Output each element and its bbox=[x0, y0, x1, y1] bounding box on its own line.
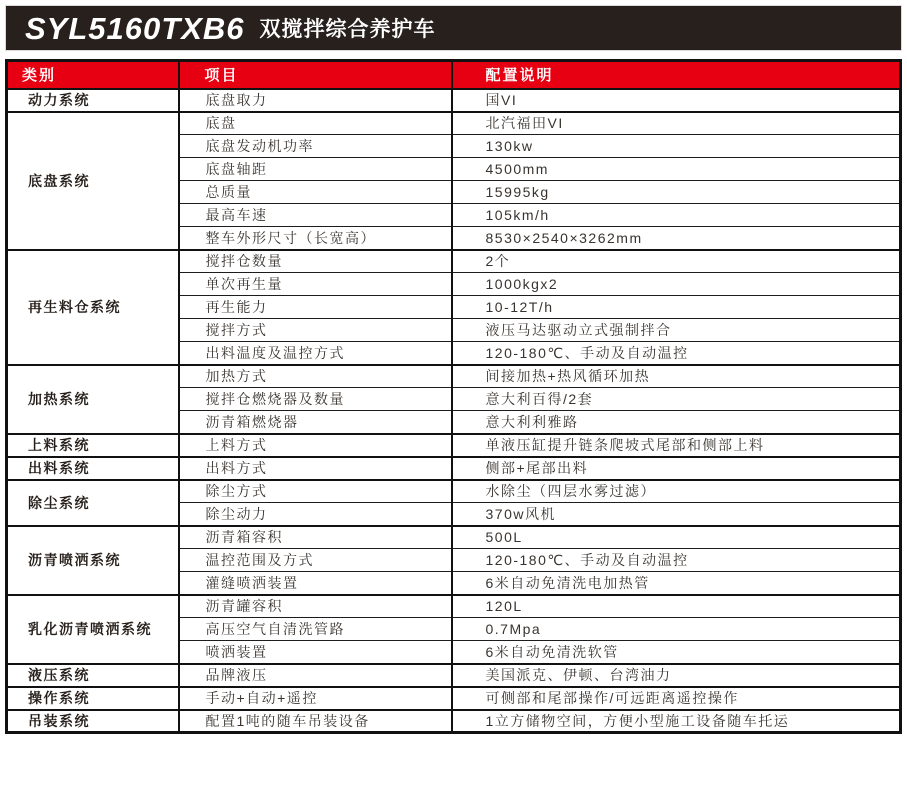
category-cell: 加热系统 bbox=[7, 365, 179, 434]
table-row bbox=[7, 526, 901, 549]
value-cell: 1000kgx2 bbox=[452, 273, 901, 296]
category-cell: 出料系统 bbox=[7, 457, 179, 480]
item-cell: 单次再生量 bbox=[179, 273, 452, 296]
value-cell: 10-12T/h bbox=[452, 296, 901, 319]
value-cell: 120L bbox=[452, 595, 901, 618]
item-cell: 搅拌仓燃烧器及数量 bbox=[179, 388, 452, 411]
value-cell: 意大利百得/2套 bbox=[452, 388, 901, 411]
spec-table-body bbox=[7, 89, 901, 733]
table-row bbox=[7, 595, 901, 618]
column-header-category: 类别 bbox=[7, 61, 179, 89]
value-cell: 侧部+尾部出料 bbox=[452, 457, 901, 480]
value-cell: 美国派克、伊顿、台湾油力 bbox=[452, 664, 901, 687]
item-cell: 底盘 bbox=[179, 112, 452, 135]
value-cell: 105km/h bbox=[452, 204, 901, 227]
item-cell: 加热方式 bbox=[179, 365, 452, 388]
item-cell: 品牌液压 bbox=[179, 664, 452, 687]
item-cell: 总质量 bbox=[179, 181, 452, 204]
table-row bbox=[7, 89, 901, 112]
value-cell: 国VI bbox=[452, 89, 901, 112]
item-cell: 除尘方式 bbox=[179, 480, 452, 503]
spec-table-header bbox=[7, 61, 901, 89]
value-cell: 1立方储物空间，方便小型施工设备随车托运 bbox=[452, 710, 901, 733]
value-cell: 6米自动免清洗电加热管 bbox=[452, 572, 901, 595]
table-row bbox=[7, 457, 901, 480]
category-cell: 再生料仓系统 bbox=[7, 250, 179, 365]
value-cell: 500L bbox=[452, 526, 901, 549]
category-cell: 动力系统 bbox=[7, 89, 179, 112]
header-row bbox=[7, 61, 901, 89]
category-cell: 吊装系统 bbox=[7, 710, 179, 733]
item-cell: 最高车速 bbox=[179, 204, 452, 227]
category-cell: 除尘系统 bbox=[7, 480, 179, 526]
item-cell: 搅拌方式 bbox=[179, 319, 452, 342]
value-cell: 间接加热+热风循环加热 bbox=[452, 365, 901, 388]
table-row bbox=[7, 434, 901, 457]
table-row bbox=[7, 112, 901, 135]
value-cell: 370w风机 bbox=[452, 503, 901, 526]
item-cell: 沥青箱容积 bbox=[179, 526, 452, 549]
item-cell: 沥青箱燃烧器 bbox=[179, 411, 452, 434]
item-cell: 高压空气自清洗管路 bbox=[179, 618, 452, 641]
item-cell: 搅拌仓数量 bbox=[179, 250, 452, 273]
item-cell: 出料温度及温控方式 bbox=[179, 342, 452, 365]
table-row bbox=[7, 480, 901, 503]
item-cell: 上料方式 bbox=[179, 434, 452, 457]
item-cell: 底盘发动机功率 bbox=[179, 135, 452, 158]
value-cell: 意大利利雅路 bbox=[452, 411, 901, 434]
value-cell: 130kw bbox=[452, 135, 901, 158]
category-cell: 底盘系统 bbox=[7, 112, 179, 250]
value-cell: 120-180℃、手动及自动温控 bbox=[452, 342, 901, 365]
item-cell: 底盘轴距 bbox=[179, 158, 452, 181]
item-cell: 底盘取力 bbox=[179, 89, 452, 112]
value-cell: 2个 bbox=[452, 250, 901, 273]
value-cell: 8530×2540×3262mm bbox=[452, 227, 901, 250]
category-cell: 上料系统 bbox=[7, 434, 179, 457]
item-cell: 配置1吨的随车吊装设备 bbox=[179, 710, 452, 733]
value-cell: 单液压缸提升链条爬坡式尾部和侧部上料 bbox=[452, 434, 901, 457]
category-cell: 液压系统 bbox=[7, 664, 179, 687]
category-cell: 沥青喷洒系统 bbox=[7, 526, 179, 595]
category-cell: 操作系统 bbox=[7, 687, 179, 710]
value-cell: 可侧部和尾部操作/可远距离遥控操作 bbox=[452, 687, 901, 710]
column-header-value: 配置说明 bbox=[452, 61, 901, 89]
item-cell: 手动+自动+遥控 bbox=[179, 687, 452, 710]
item-cell: 温控范围及方式 bbox=[179, 549, 452, 572]
title-bar bbox=[5, 5, 902, 51]
model-name: 双搅拌综合养护车 bbox=[259, 17, 436, 41]
value-cell: 15995kg bbox=[452, 181, 901, 204]
value-cell: 液压马达驱动立式强制拌合 bbox=[452, 319, 901, 342]
item-cell: 出料方式 bbox=[179, 457, 452, 480]
table-row bbox=[7, 664, 901, 687]
value-cell: 水除尘（四层水雾过滤） bbox=[452, 480, 901, 503]
item-cell: 沥青罐容积 bbox=[179, 595, 452, 618]
model-code: SYL5160TXB6 bbox=[25, 10, 245, 46]
item-cell: 灌缝喷洒装置 bbox=[179, 572, 452, 595]
value-cell: 北汽福田VI bbox=[452, 112, 901, 135]
table-row bbox=[7, 710, 901, 733]
table-row bbox=[7, 365, 901, 388]
item-cell: 整车外形尺寸（长宽高） bbox=[179, 227, 452, 250]
spec-table bbox=[5, 59, 902, 734]
value-cell: 4500mm bbox=[452, 158, 901, 181]
item-cell: 再生能力 bbox=[179, 296, 452, 319]
value-cell: 0.7Mpa bbox=[452, 618, 901, 641]
item-cell: 除尘动力 bbox=[179, 503, 452, 526]
category-cell: 乳化沥青喷洒系统 bbox=[7, 595, 179, 664]
table-row bbox=[7, 687, 901, 710]
value-cell: 120-180℃、手动及自动温控 bbox=[452, 549, 901, 572]
value-cell: 6米自动免清洗软管 bbox=[452, 641, 901, 664]
item-cell: 喷洒装置 bbox=[179, 641, 452, 664]
table-row bbox=[7, 250, 901, 273]
column-header-item: 项目 bbox=[179, 61, 452, 89]
